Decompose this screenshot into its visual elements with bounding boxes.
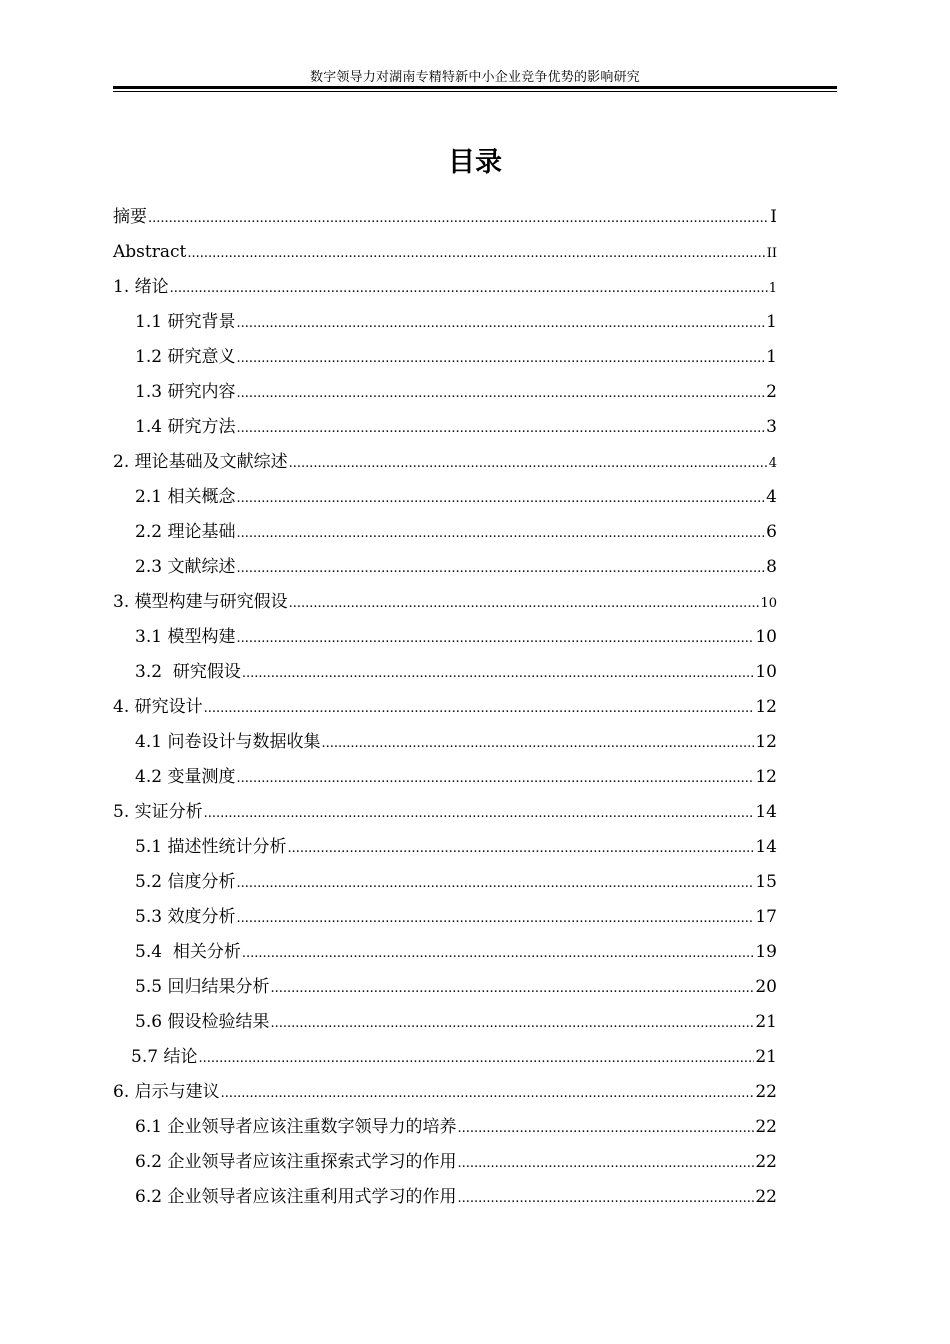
toc-entry-page: Ⅰ <box>770 207 777 227</box>
toc-entry-label: 3. 模型构建与研究假设 <box>113 592 288 612</box>
toc-entry-page: 12 <box>755 767 777 787</box>
dot-leader <box>287 831 754 866</box>
toc-entry-chapter-5[interactable] <box>113 795 777 830</box>
dot-leader <box>242 656 755 691</box>
toc-entry-label: 6.1 企业领导者应该注重数字领导力的培养 <box>135 1117 457 1137</box>
toc-entry-page: 3 <box>766 417 777 437</box>
dot-leader <box>236 376 765 411</box>
header-rule-thick <box>113 86 837 89</box>
toc-entry-page: 22 <box>755 1152 777 1172</box>
dot-leader <box>321 726 754 761</box>
toc-entry-section-5-2[interactable] <box>113 865 777 900</box>
toc-entry-page: 8 <box>766 557 777 577</box>
toc-entry-page: 1 <box>766 347 777 367</box>
toc-entry-section-5-3[interactable] <box>113 900 777 935</box>
toc-entry-page: 2 <box>766 382 777 402</box>
dot-leader <box>270 971 754 1006</box>
toc-entry-page: 4 <box>766 487 777 507</box>
toc-entry-chapter-6[interactable] <box>113 1075 777 1110</box>
toc-entry-chapter-4[interactable] <box>113 690 777 725</box>
toc-entry-section-5-6[interactable] <box>113 1005 777 1040</box>
toc-entry-section-2-1[interactable] <box>113 480 777 515</box>
dot-leader <box>236 761 754 796</box>
toc-entry-section-5-4[interactable] <box>113 935 777 970</box>
dot-leader <box>204 796 755 831</box>
toc-entry-abstract-cn[interactable] <box>113 200 777 235</box>
dot-leader <box>187 236 765 271</box>
toc-entry-label: 5.3 效度分析 <box>135 907 236 927</box>
dot-leader <box>236 621 754 656</box>
toc-entry-label: 1.4 研究方法 <box>135 417 236 437</box>
toc-entry-label: 5.2 信度分析 <box>135 872 236 892</box>
dot-leader <box>242 936 755 971</box>
toc-entry-section-5-1[interactable] <box>113 830 777 865</box>
toc-list <box>113 200 777 1215</box>
toc-entry-page: 10 <box>760 596 777 611</box>
toc-entry-page: 1 <box>766 312 777 332</box>
toc-entry-label: 1.1 研究背景 <box>135 312 236 332</box>
toc-title: 目录 <box>448 147 502 178</box>
toc-entry-page: 14 <box>755 802 777 822</box>
toc-entry-label: 1.2 研究意义 <box>135 347 236 367</box>
header-rule-thin <box>113 91 837 92</box>
toc-entry-page: 12 <box>755 732 777 752</box>
toc-entry-section-6-2b[interactable] <box>113 1180 777 1215</box>
dot-leader <box>236 306 765 341</box>
toc-entry-section-5-5[interactable] <box>113 970 777 1005</box>
toc-entry-section-1-2[interactable] <box>113 340 777 375</box>
toc-entry-label: 1. 绪论 <box>113 277 169 297</box>
running-header: 数字领导力对湖南专精特新中小企业竞争优势的影响研究 <box>309 70 640 85</box>
toc-entry-chapter-2[interactable] <box>113 445 777 480</box>
dot-leader <box>457 1111 754 1146</box>
toc-entry-section-4-1[interactable] <box>113 725 777 760</box>
toc-entry-page: 21 <box>755 1012 777 1032</box>
dot-leader <box>236 901 754 936</box>
dot-leader <box>289 446 768 481</box>
dot-leader <box>270 1006 754 1041</box>
toc-entry-section-2-2[interactable] <box>113 515 777 550</box>
toc-entry-page: 12 <box>755 697 777 717</box>
toc-entry-label: 5.4 相关分析 <box>135 942 241 962</box>
dot-leader <box>204 691 755 726</box>
toc-entry-page: 19 <box>755 942 777 962</box>
toc-entry-label: 5.7 结论 <box>131 1047 198 1067</box>
toc-entry-page: 17 <box>755 907 777 927</box>
dot-leader <box>198 1041 754 1076</box>
toc-entry-label: 3.2 研究假设 <box>135 662 241 682</box>
toc-entry-label: 6.2 企业领导者应该注重探索式学习的作用 <box>135 1152 457 1172</box>
toc-entry-section-2-3[interactable] <box>113 550 777 585</box>
toc-entry-label: 2.2 理论基础 <box>135 522 236 542</box>
dot-leader <box>148 201 769 236</box>
dot-leader <box>236 551 765 586</box>
toc-entry-page: 22 <box>755 1082 777 1102</box>
toc-entry-page: 20 <box>755 977 777 997</box>
toc-entry-label: 5.6 假设检验结果 <box>135 1012 270 1032</box>
toc-entry-page: 10 <box>755 662 777 682</box>
toc-entry-label: 5.1 描述性统计分析 <box>135 837 287 857</box>
toc-entry-label: 5.5 回归结果分析 <box>135 977 270 997</box>
toc-entry-label: 4. 研究设计 <box>113 697 203 717</box>
toc-entry-label: 2. 理论基础及文献综述 <box>113 452 288 472</box>
dot-leader <box>457 1181 754 1216</box>
toc-entry-label: 1.3 研究内容 <box>135 382 236 402</box>
toc-entry-chapter-1[interactable] <box>113 270 777 305</box>
dot-leader <box>236 341 765 376</box>
dot-leader <box>236 866 754 901</box>
dot-leader <box>457 1146 754 1181</box>
toc-entry-section-6-2[interactable] <box>113 1145 777 1180</box>
toc-entry-chapter-3[interactable] <box>113 585 777 620</box>
toc-entry-section-3-2[interactable] <box>113 655 777 690</box>
toc-entry-section-1-1[interactable] <box>113 305 777 340</box>
toc-entry-section-5-7[interactable] <box>113 1040 777 1075</box>
toc-entry-page: 1 <box>768 281 777 296</box>
toc-entry-label: Abstract <box>113 242 187 262</box>
dot-leader <box>221 1076 755 1111</box>
dot-leader <box>236 481 765 516</box>
toc-entry-section-1-4[interactable] <box>113 410 777 445</box>
toc-entry-page: 6 <box>766 522 777 542</box>
toc-entry-label: 2.1 相关概念 <box>135 487 236 507</box>
toc-entry-page: 15 <box>755 872 777 892</box>
toc-entry-label: 摘要 <box>113 207 147 227</box>
dot-leader <box>170 271 768 306</box>
toc-entry-label: 3.1 模型构建 <box>135 627 236 647</box>
toc-entry-section-4-2[interactable] <box>113 760 777 795</box>
toc-entry-page: 22 <box>755 1117 777 1137</box>
toc-entry-page: 10 <box>755 627 777 647</box>
toc-entry-section-1-3[interactable] <box>113 375 777 410</box>
dot-leader <box>236 516 765 551</box>
toc-entry-label: 4.1 问卷设计与数据收集 <box>135 732 321 752</box>
dot-leader <box>289 586 760 621</box>
toc-entry-page: 21 <box>755 1047 777 1067</box>
toc-entry-label: 6. 启示与建议 <box>113 1082 220 1102</box>
toc-entry-label: 6.2 企业领导者应该注重利用式学习的作用 <box>135 1187 457 1207</box>
toc-entry-label: 5. 实证分析 <box>113 802 203 822</box>
toc-entry-page: 22 <box>755 1187 777 1207</box>
toc-entry-section-6-1[interactable] <box>113 1110 777 1145</box>
toc-entry-page: II <box>766 246 777 261</box>
dot-leader <box>236 411 765 446</box>
toc-entry-section-3-1[interactable] <box>113 620 777 655</box>
toc-entry-label: 4.2 变量测度 <box>135 767 236 787</box>
toc-entry-abstract-en[interactable] <box>113 235 777 270</box>
toc-entry-label: 2.3 文献综述 <box>135 557 236 577</box>
toc-entry-page: 14 <box>755 837 777 857</box>
toc-entry-page: 4 <box>768 456 777 471</box>
